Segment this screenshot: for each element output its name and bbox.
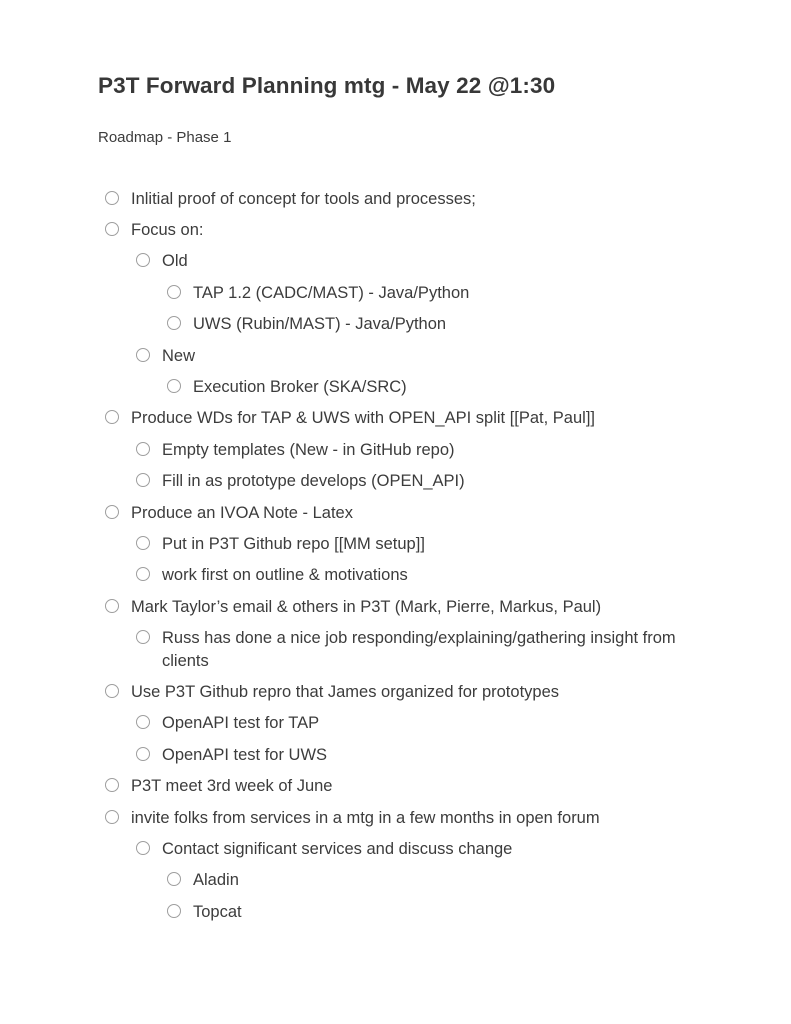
list-item-label: OpenAPI test for UWS [162,745,328,764]
list-item-label: Produce an IVOA Note - Latex [131,503,353,522]
list-item-row [136,250,691,272]
list-item [136,345,691,399]
list-item [167,376,691,398]
list-item [136,439,691,461]
circle-bullet-icon [136,442,150,456]
list-item-row [136,564,691,586]
circle-bullet-icon [167,285,181,299]
list-item-row [105,407,691,429]
list-item-row [136,470,691,492]
circle-bullet-icon [136,536,150,550]
list-item-row [136,627,691,672]
list-item-label: Old [162,252,188,271]
outline-sublist [136,282,691,336]
list-item [105,219,691,398]
list-item-label: New [162,346,196,365]
outline-sublist [105,439,691,493]
circle-bullet-icon [105,191,119,205]
list-item [167,869,691,891]
list-item [136,250,691,335]
list-item-row [136,744,691,766]
list-item [105,807,691,924]
list-item [136,627,691,672]
circle-bullet-icon [105,684,119,698]
list-item-row [167,901,691,923]
list-item-label: UWS (Rubin/MAST) - Java/Python [193,315,447,334]
circle-bullet-icon [167,904,181,918]
list-item-label: work first on outline & motivations [162,566,408,585]
list-item-label: Fill in as prototype develops (OPEN_API) [162,472,465,491]
list-item-label: Focus on: [131,220,204,239]
list-item [105,596,691,672]
circle-bullet-icon [105,505,119,519]
list-item-label: Contact significant services and discuss change [162,840,513,859]
list-item-row [136,439,691,461]
list-item-row [136,712,691,734]
list-item-row [105,502,691,524]
list-item-label: Use P3T Github repro that James organized for prototypes [131,683,560,701]
circle-bullet-icon [136,348,150,362]
circle-bullet-icon [136,630,150,644]
list-item [167,901,691,923]
circle-bullet-icon [167,316,181,330]
circle-bullet-icon [136,747,150,761]
list-item-row [105,681,691,703]
circle-bullet-icon [136,473,150,487]
list-item-row [105,596,691,618]
list-item [167,282,691,304]
circle-bullet-icon [136,841,150,855]
list-item [105,407,691,492]
list-item-label: P3T meet 3rd week of June [131,777,333,796]
list-item-row [167,313,691,335]
list-item-label: Inlitial proof of concept for tools and processes; [131,189,476,208]
circle-bullet-icon [167,872,181,886]
list-item [105,502,691,587]
list-item [105,188,691,210]
outline-sublist [105,627,691,672]
list-item-label: Empty templates (New - in GitHub repo) [162,440,455,459]
list-item [167,313,691,335]
list-item-label: Mark Taylor’s email & others in P3T (Mark, Pierre, Markus, Paul) [131,597,602,616]
list-item-label: Topcat [193,902,242,921]
list-item [136,533,691,555]
page-title: P3T Forward Planning mtg - May 22 @1:30 [98,73,556,98]
list-item-label: invite folks from services in a mtg in a few months in open forum [131,808,600,827]
outline-sublist [105,250,691,398]
list-item-label: Execution Broker (SKA/SRC) [193,377,407,396]
list-item [136,470,691,492]
list-item [105,681,691,766]
list-item-row [136,533,691,555]
circle-bullet-icon [105,222,119,236]
circle-bullet-icon [167,379,181,393]
circle-bullet-icon [136,567,150,581]
list-item [105,775,691,797]
circle-bullet-icon [105,810,119,824]
list-item-row [167,869,691,891]
list-item-label: OpenAPI test for TAP [162,714,320,733]
list-item-label: Produce WDs for TAP & UWS with OPEN_API split [[Pat, Paul]] [131,409,595,428]
outline-sublist [136,376,691,398]
list-item-row [105,775,691,797]
circle-bullet-icon [136,715,150,729]
list-item-row [136,345,691,367]
circle-bullet-icon [136,253,150,267]
list-item-row [136,838,691,860]
list-item-label: Russ has done a nice job responding/explaining/gathering insight from clients [162,629,676,670]
circle-bullet-icon [105,410,119,424]
outline-sublist [105,712,691,766]
outline-sublist [105,838,691,923]
list-item [136,712,691,734]
list-item-label: Put in P3T Github repo [[MM setup]] [162,534,425,553]
list-item-label: TAP 1.2 (CADC/MAST) - Java/Python [193,283,470,302]
list-item-row [105,219,691,241]
list-item-row [105,807,691,829]
circle-bullet-icon [105,599,119,613]
list-item-row [167,282,691,304]
outline-sublist [105,533,691,587]
outline-list [98,188,691,924]
list-item [136,564,691,586]
list-item [136,838,691,923]
list-item [136,744,691,766]
list-item-row [105,188,691,210]
list-item-label: Aladin [193,871,239,890]
page-subtitle: Roadmap - Phase 1 [98,129,232,146]
outline-sublist [136,869,691,923]
list-item-row [167,376,691,398]
circle-bullet-icon [105,778,119,792]
